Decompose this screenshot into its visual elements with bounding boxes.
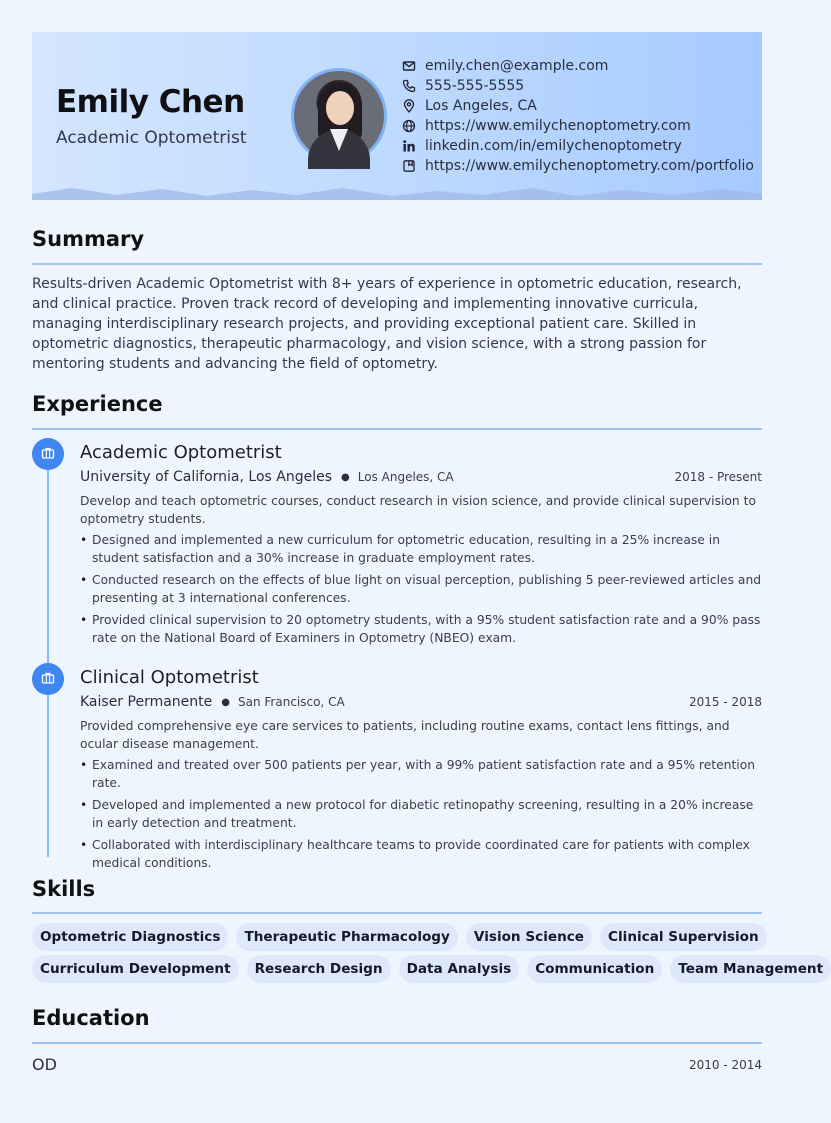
list-item: • Provided clinical supervision to 20 optometry students, with a 95% student satisfaction rate and a 90% pass rate on the National Board of Examiners in Optometry (NBEO) exam. (80, 611, 762, 647)
skill-chip: Research Design (247, 955, 391, 983)
skill-chip: Therapeutic Pharmacology (236, 923, 457, 951)
avatar (291, 68, 387, 164)
job-company: University of California, Los Angeles (80, 469, 333, 485)
contact-email-text: emily.chen@example.com (425, 58, 609, 74)
skill-row (32, 923, 772, 951)
skill-chip: Clinical Supervision (600, 923, 767, 951)
job-achievements (80, 531, 762, 651)
education-heading: Education (32, 1006, 150, 1030)
job-date: 2018 - Present (674, 470, 762, 484)
skill-chip: Data Analysis (399, 955, 520, 983)
skill-chip: Communication (527, 955, 662, 983)
skills-list (32, 923, 824, 987)
job-description: Develop and teach optometric courses, conduct research in vision science, and provide clinical supervision to optometry students. (80, 494, 756, 526)
education-divider (32, 1042, 762, 1044)
contact-phone[interactable] (402, 76, 754, 96)
header-wave-decoration (32, 184, 762, 200)
list-item: • Conducted research on the effects of blue light on visual perception, publishing 5 peer-reviewed articles and presenting at 3 international conferences. (80, 571, 762, 607)
contact-linkedin-text: linkedin.com/in/emilychenoptometry (425, 138, 682, 154)
experience-divider (32, 428, 762, 430)
job-location: Los Angeles, CA (357, 470, 454, 484)
job-marker (32, 438, 64, 470)
contact-list (402, 56, 754, 176)
contact-location-text: Los Angeles, CA (425, 98, 537, 114)
email-icon (402, 59, 416, 73)
contact-portfolio-text: https://www.emilychenoptometry.com/portfolio (425, 158, 754, 174)
job-location: San Francisco, CA (238, 695, 345, 709)
globe-icon (402, 119, 416, 133)
contact-phone-text: 555-555-5555 (425, 78, 525, 94)
job-meta (80, 694, 762, 710)
location-icon (402, 99, 416, 113)
list-item: • Collaborated with interdisciplinary healthcare teams to provide coordinated care for patients with complex medical conditions. (80, 836, 762, 872)
skill-chip: Team Management (670, 955, 831, 983)
contact-website-text: https://www.emilychenoptometry.com (425, 118, 691, 134)
experience-timeline (47, 445, 49, 857)
job-title: Academic Optometrist (80, 442, 282, 463)
list-item: • Developed and implemented a new protocol for diabetic retinopathy screening, resulting in a 20% increase in early detection and treatment. (80, 796, 762, 832)
contact-location (402, 96, 754, 116)
list-item: • Examined and treated over 500 patients per year, with a 99% patient satisfaction rate and a 95% retention rate. (80, 756, 762, 792)
candidate-role: Academic Optometrist (56, 128, 247, 148)
list-item: • Designed and implemented a new curriculum for optometric education, resulting in a 25% increase in student satisfaction and a 30% increase in graduate employment rates. (80, 531, 762, 567)
experience-heading: Experience (32, 392, 163, 416)
briefcase-icon (41, 670, 55, 689)
job-company: Kaiser Permanente (80, 694, 213, 710)
candidate-name: Emily Chen (56, 84, 245, 120)
job-date: 2015 - 2018 (688, 695, 762, 709)
skill-chip: Vision Science (466, 923, 592, 951)
contact-website[interactable] (402, 116, 754, 136)
contact-email[interactable] (402, 56, 754, 76)
education-degree: OD (32, 1055, 57, 1074)
job-achievements (80, 756, 762, 876)
job-meta (80, 469, 762, 485)
contact-linkedin[interactable] (402, 136, 754, 156)
portfolio-icon (402, 159, 416, 173)
skill-chip: Optometric Diagnostics (32, 923, 228, 951)
skills-heading: Skills (32, 877, 96, 901)
summary-divider (32, 263, 762, 265)
summary-text: Results-driven Academic Optometrist with 8+ years of experience in optometric education, research, and clinical practice. Proven track record of developing and implementing innovative curricula, managing interdisciplinary research projects, and providing exceptional patient care. Skilled in optometric diagnostics, therapeutic pharmacology, and vision science, with a strong passion for mentoring students and advancing the field of optometry. (32, 276, 742, 372)
job-title: Clinical Optometrist (80, 667, 259, 688)
linkedin-icon (402, 139, 416, 153)
skill-chip: Curriculum Development (32, 955, 239, 983)
job-description: Provided comprehensive eye care services to patients, including routine exams, contact lens fittings, and ocular disease management. (80, 719, 730, 751)
education-date: 2010 - 2014 (688, 1058, 762, 1072)
separator-dot: ● (221, 696, 230, 708)
separator-dot: ● (341, 471, 350, 483)
phone-icon (402, 79, 416, 93)
summary-heading: Summary (32, 227, 145, 251)
job-marker (32, 663, 64, 695)
contact-portfolio[interactable] (402, 156, 754, 176)
skills-divider (32, 912, 762, 914)
briefcase-icon (41, 445, 55, 464)
resume-header (32, 32, 762, 200)
skill-row (32, 955, 824, 983)
